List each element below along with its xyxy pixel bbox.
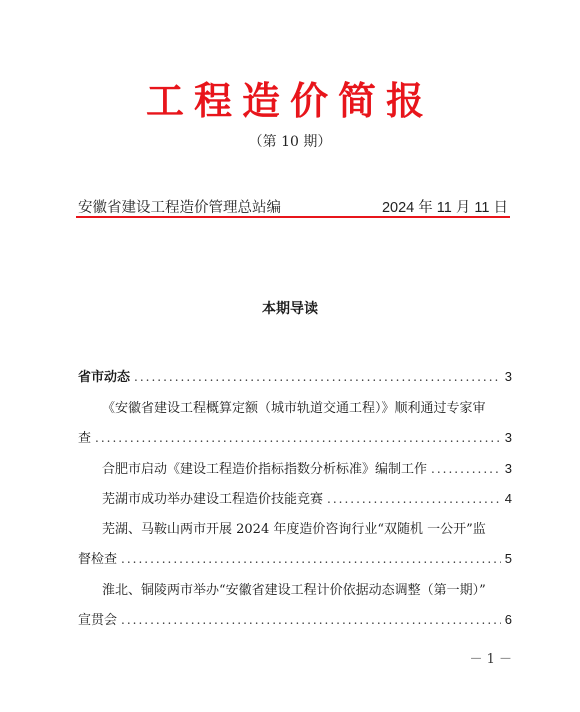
toc-heading: 本期导读 xyxy=(262,301,318,317)
toc-entry-line[interactable] xyxy=(102,488,512,508)
red-divider xyxy=(76,216,510,218)
toc-page-number: 3 xyxy=(504,430,512,445)
report-title: 工程造价简报 xyxy=(145,79,434,123)
toc-page-number: 5 xyxy=(504,551,512,566)
toc-entry-title: 合肥市启动《建设工程造价指标指数分析标准》编制工作 xyxy=(102,462,428,477)
toc-leader-dots xyxy=(134,370,501,384)
toc-entry-line[interactable] xyxy=(78,548,512,568)
issue-number: （第 10 期） xyxy=(248,134,332,150)
toc-section-label: 省市动态 xyxy=(78,370,131,385)
toc-leader-dots xyxy=(431,462,501,476)
publisher: 安徽省建设工程造价管理总站编 xyxy=(78,200,281,216)
toc-entry-continuation: 查 xyxy=(78,431,92,446)
toc-page-number: 4 xyxy=(504,491,512,506)
toc-leader-dots xyxy=(121,613,501,627)
toc-entry-title[interactable]: 芜湖、马鞍山两市开展 2024 年度造价咨询行业“双随机 一公开”监 xyxy=(102,522,486,537)
page-footer-number: － 1 － xyxy=(469,652,512,667)
toc-entry-title[interactable]: 《安徽省建设工程概算定额（城市轨道交通工程）》顺利通过专家审 xyxy=(102,401,486,416)
toc-entry-line[interactable] xyxy=(78,427,512,447)
toc-entry-title[interactable]: 淮北、铜陵两市举办“安徽省建设工程计价依据动态调整（第一期）” xyxy=(102,583,486,598)
toc-entry-continuation: 督检查 xyxy=(78,552,118,567)
toc-entry-line[interactable] xyxy=(102,458,512,478)
toc-section-line[interactable] xyxy=(78,366,512,386)
toc-entry-continuation: 宣贯会 xyxy=(78,613,118,628)
toc-page-number: 3 xyxy=(504,369,512,384)
toc-page-number: 3 xyxy=(504,461,512,476)
toc-leader-dots xyxy=(121,552,501,566)
toc-page-number: 6 xyxy=(504,612,512,627)
publish-date: 2024 年 11 月 11 日 xyxy=(381,200,508,216)
toc-entry-title: 芜湖市成功举办建设工程造价技能竞赛 xyxy=(102,492,324,507)
toc-leader-dots xyxy=(327,492,501,506)
toc-entry-line[interactable] xyxy=(78,609,512,629)
toc-leader-dots xyxy=(95,431,501,445)
